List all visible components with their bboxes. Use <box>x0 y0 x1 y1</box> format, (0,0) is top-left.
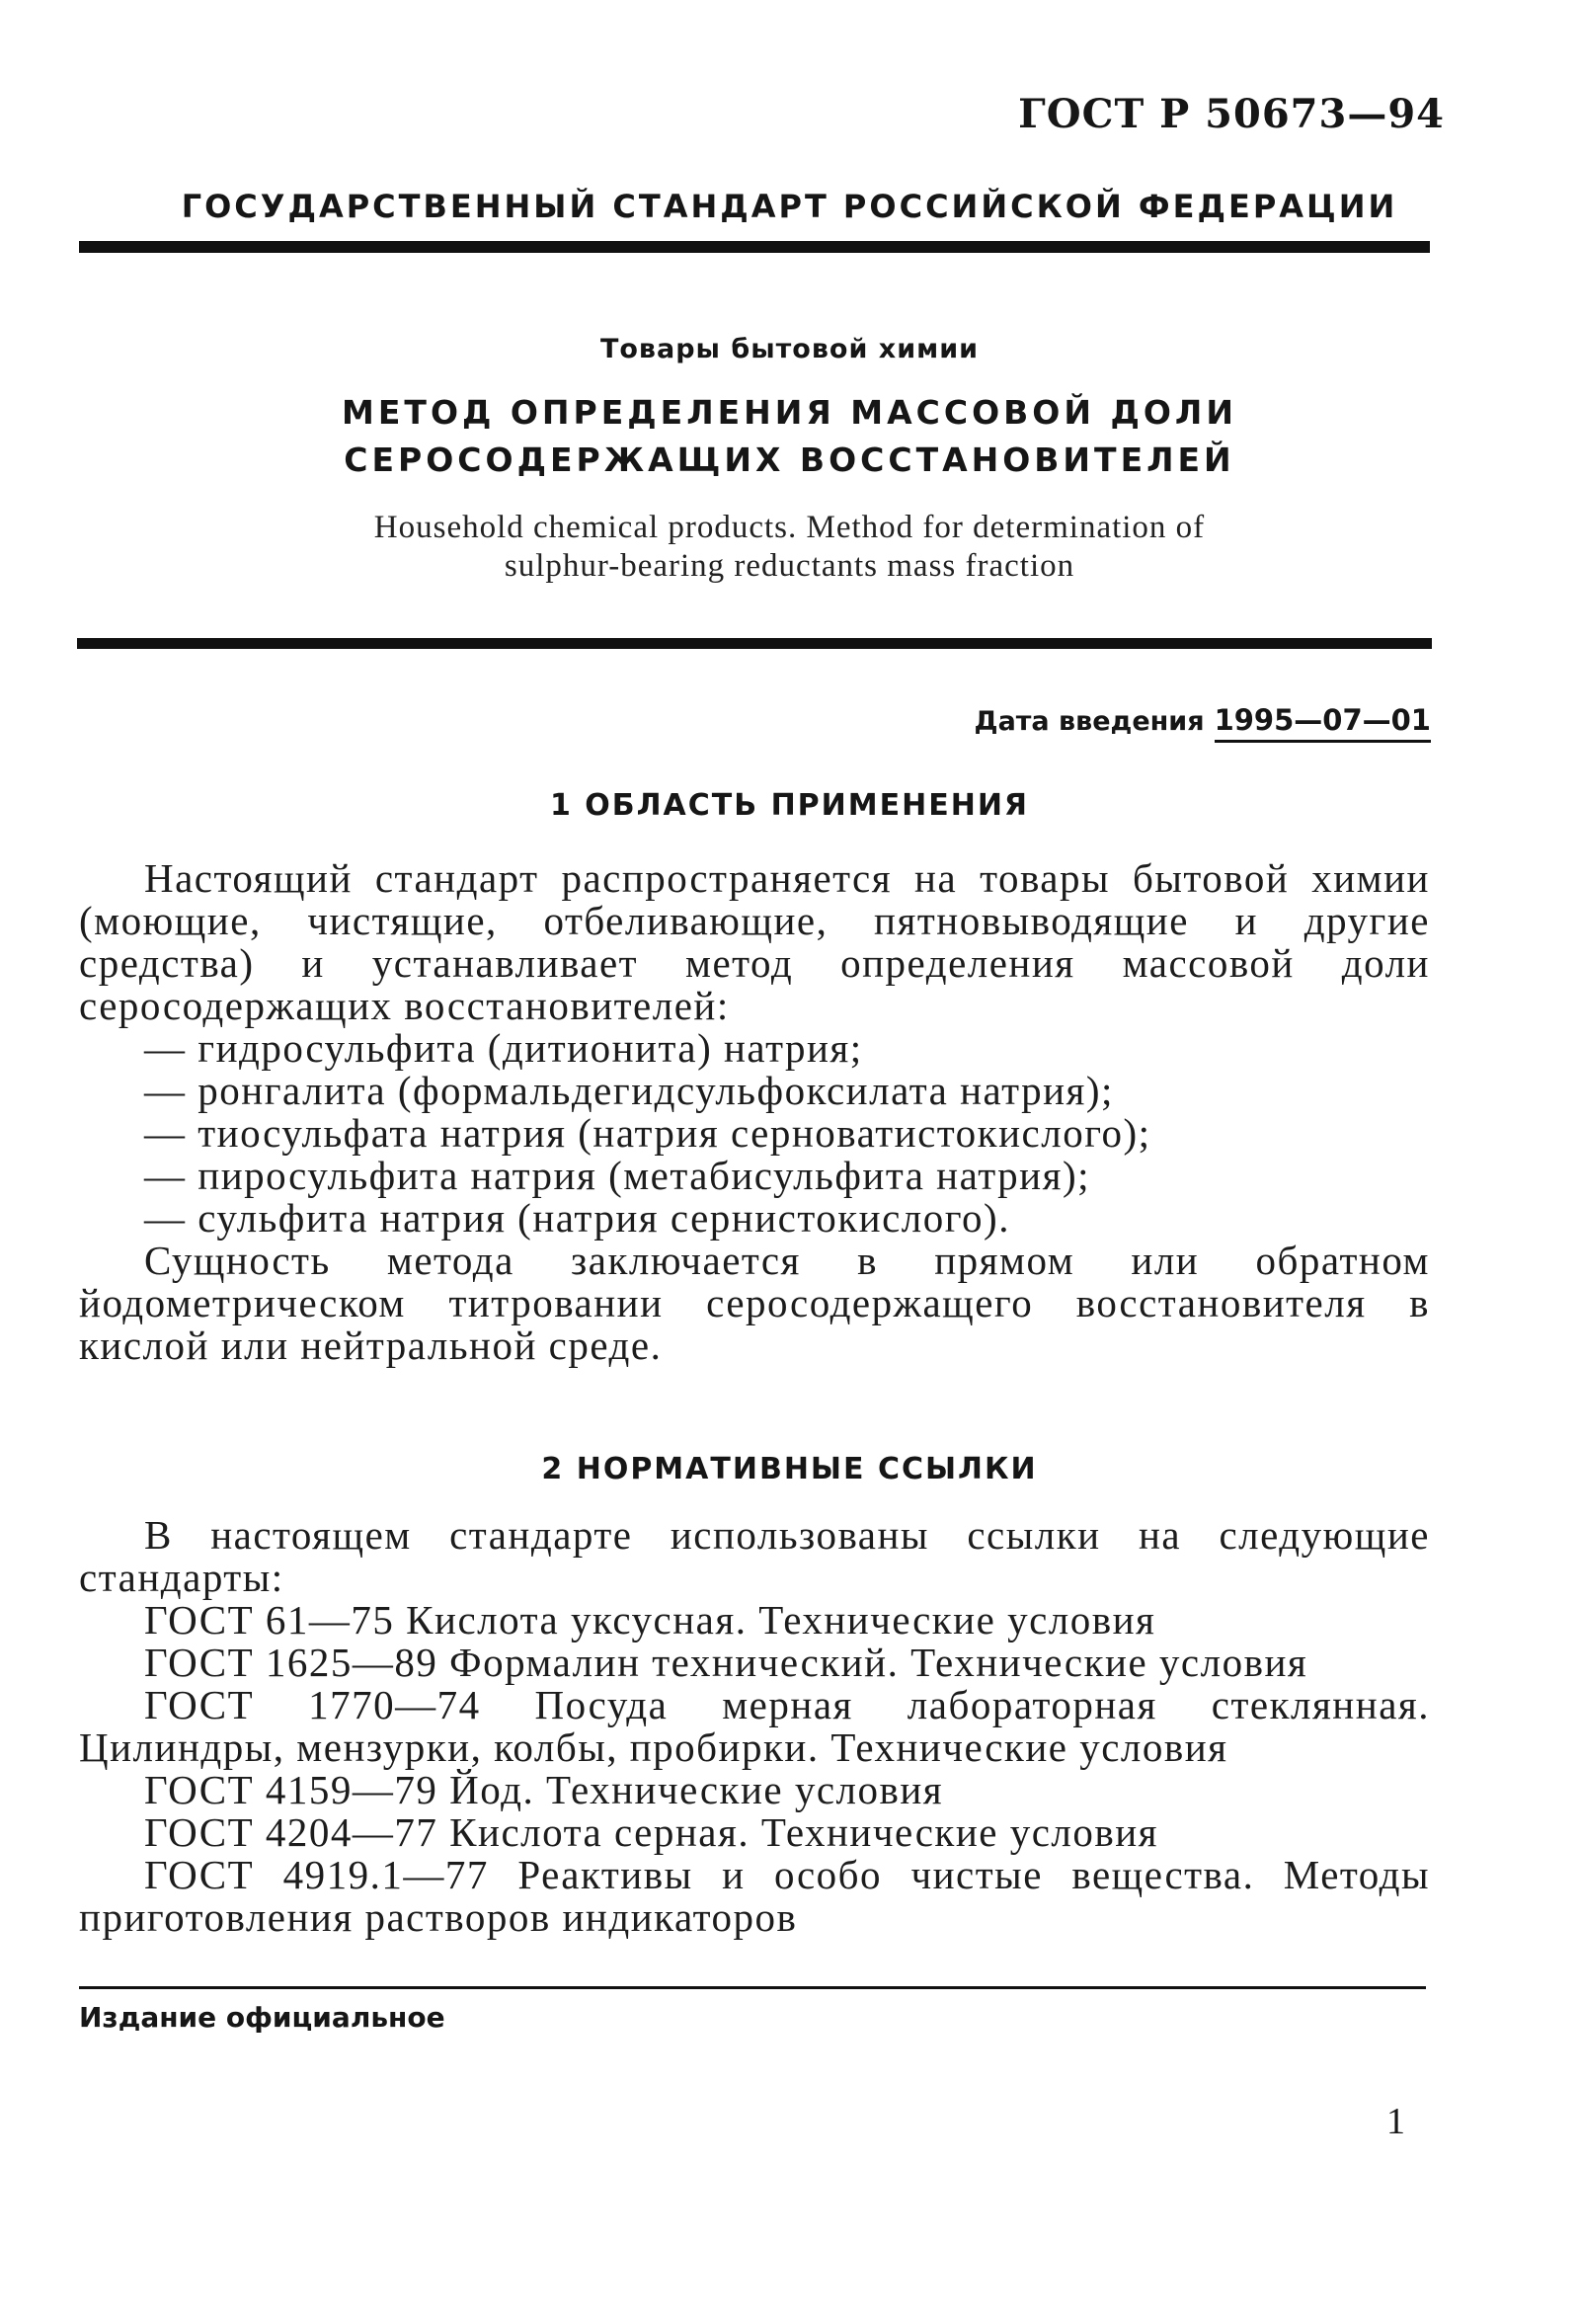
state-standard-title: ГОСУДАРСТВЕННЫЙ СТАНДАРТ РОССИЙСКОЙ ФЕДЕРАЦИИ <box>181 188 1398 225</box>
section-1-body <box>79 857 1430 1367</box>
reference-item: ГОСТ 4919.1—77 Реактивы и особо чистые вещества. Методы приготовления растворов индикаторов <box>79 1852 1430 1940</box>
introduction-date-value: 1995—07—01 <box>1215 703 1431 743</box>
english-title-line2: sulphur-bearing reductants mass fraction <box>504 548 1075 584</box>
english-title-line1: Household chemical products. Method for determination of <box>373 510 1206 545</box>
reference-item: ГОСТ 4204—77 Кислота серная. Технические условия <box>144 1809 1159 1855</box>
list-item: — ронгалита (формальдегидсульфоксилата натрия); <box>144 1068 1114 1113</box>
footer-rule <box>79 1986 1426 1989</box>
section-1-essence: Сущность метода заключается в прямом или обратном йодометрическом титровании серосодержащего восстановителя в кислой или нейтральной среде. <box>79 1238 1430 1368</box>
reference-item: ГОСТ 1770—74 Посуда мерная лабораторная стеклянная. Цилиндры, мензурки, колбы, пробирки. Технические условия <box>79 1682 1430 1770</box>
section-2-heading: 2 НОРМАТИВНЫЕ ССЫЛКИ <box>541 1452 1038 1486</box>
section-2-body <box>79 1514 1430 1939</box>
gost-code: ГОСТ Р 50673—94 <box>1018 91 1445 137</box>
page-number: 1 <box>1386 2101 1405 2142</box>
list-item: — гидросульфита (дитионита) натрия; <box>144 1025 863 1071</box>
introduction-date <box>975 703 1431 737</box>
list-item: — тиосульфата натрия (натрия серноватистокислого); <box>144 1110 1151 1156</box>
edition-label: Издание официальное <box>79 2001 445 2034</box>
document-title-line2: СЕРОСОДЕРЖАЩИХ ВОССТАНОВИТЕЛЕЙ <box>344 441 1235 479</box>
section-1-heading: 1 ОБЛАСТЬ ПРИМЕНЕНИЯ <box>549 788 1030 823</box>
section-1-intro: Настоящий стандарт распространяется на товары бытовой химии (моющие, чистящие, отбеливающие, пятновыводящие и другие средства) и устанавливает метод определения массовой доли серосодержащих восстановителей: <box>79 855 1430 1028</box>
introduction-date-label: Дата введения <box>974 706 1205 737</box>
title-rule <box>77 638 1432 649</box>
category-title: Товары бытовой химии <box>599 334 980 364</box>
reference-item: ГОСТ 1625—89 Формалин технический. Технические условия <box>144 1640 1308 1685</box>
list-item: — пиросульфита натрия (метабисульфита натрия); <box>144 1153 1091 1198</box>
header-rule <box>79 241 1430 253</box>
reference-item: ГОСТ 61—75 Кислота уксусная. Технические условия <box>144 1597 1156 1643</box>
section-2-intro: В настоящем стандарте использованы ссылки на следующие стандарты: <box>79 1512 1430 1600</box>
document-title-line1: МЕТОД ОПРЕДЕЛЕНИЯ МАССОВОЙ ДОЛИ <box>342 393 1237 432</box>
list-item: — сульфита натрия (натрия сернистокислого). <box>144 1195 1010 1241</box>
reference-item: ГОСТ 4159—79 Йод. Технические условия <box>144 1767 944 1812</box>
